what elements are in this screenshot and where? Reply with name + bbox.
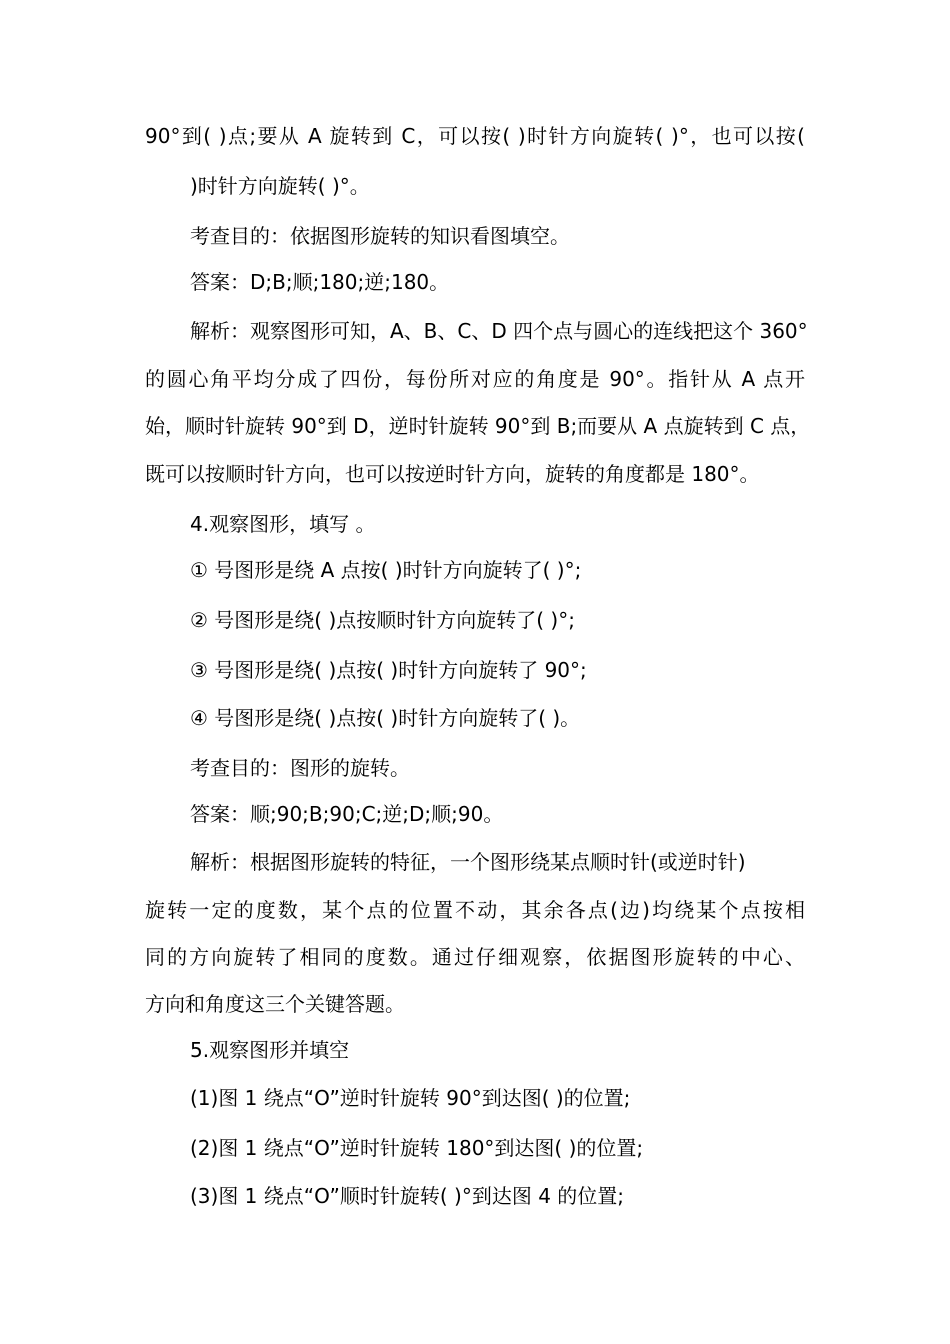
text-line: ① 号图形是绕 A 点按( )时针方向旋转了( )°; [190, 558, 582, 582]
text-line: )时针方向旋转( )°。 [190, 174, 370, 198]
text-line: ④ 号图形是绕( )点按( )时针方向旋转了( )。 [190, 706, 581, 730]
text-line: 始，顺时针旋转 90°到 D，逆时针旋转 90°到 B;而要从 A 点旋转到 C 点， [145, 414, 811, 438]
text-line: 答案：D;B;顺;180;逆;180。 [190, 270, 450, 294]
text-line: 5.观察图形并填空 [190, 1038, 350, 1062]
text-line: 方向和角度这三个关键答题。 [145, 992, 405, 1016]
text-line: (3)图 1 绕点“O”顺时针旋转( )°到达图 4 的位置; [190, 1184, 625, 1208]
text-line: ② 号图形是绕( )点按顺时针方向旋转了( )°; [190, 608, 575, 632]
text-line: (2)图 1 绕点“O”逆时针旋转 180°到达图( )的位置; [190, 1136, 644, 1160]
text-line: ③ 号图形是绕( )点按( )时针方向旋转了 90°; [190, 658, 587, 682]
text-line: (1)图 1 绕点“O”逆时针旋转 90°到达图( )的位置; [190, 1086, 631, 1110]
text-line: 既可以按顺时针方向，也可以按逆时针方向，旋转的角度都是 180°。 [145, 462, 760, 486]
text-line: 解析：根据图形旋转的特征，一个图形绕某点顺时针(或逆时针) [190, 850, 746, 874]
text-line: 90°到( )点;要从 A 旋转到 C，可以按( )时针方向旋转( )°，也可以按( [145, 124, 805, 148]
text-line: 考查目的：图形的旋转。 [190, 756, 410, 780]
text-line: 同的方向旋转了相同的度数。通过仔细观察，依据图形旋转的中心、 [145, 945, 805, 969]
text-line: 考查目的：依据图形旋转的知识看图填空。 [190, 224, 570, 248]
text-line: 答案：顺;90;B;90;C;逆;D;顺;90。 [190, 802, 504, 826]
text-line: 的圆心角平均分成了四份，每份所对应的角度是 90°。指针从 A 点开 [145, 367, 805, 391]
text-line: 4.观察图形，填写 。 [190, 512, 376, 536]
text-line: 旋转一定的度数，某个点的位置不动，其余各点(边)均绕某个点按相 [145, 898, 805, 922]
text-line: 解析：观察图形可知，A、B、C、D 四个点与圆心的连线把这个 360° [190, 319, 808, 343]
